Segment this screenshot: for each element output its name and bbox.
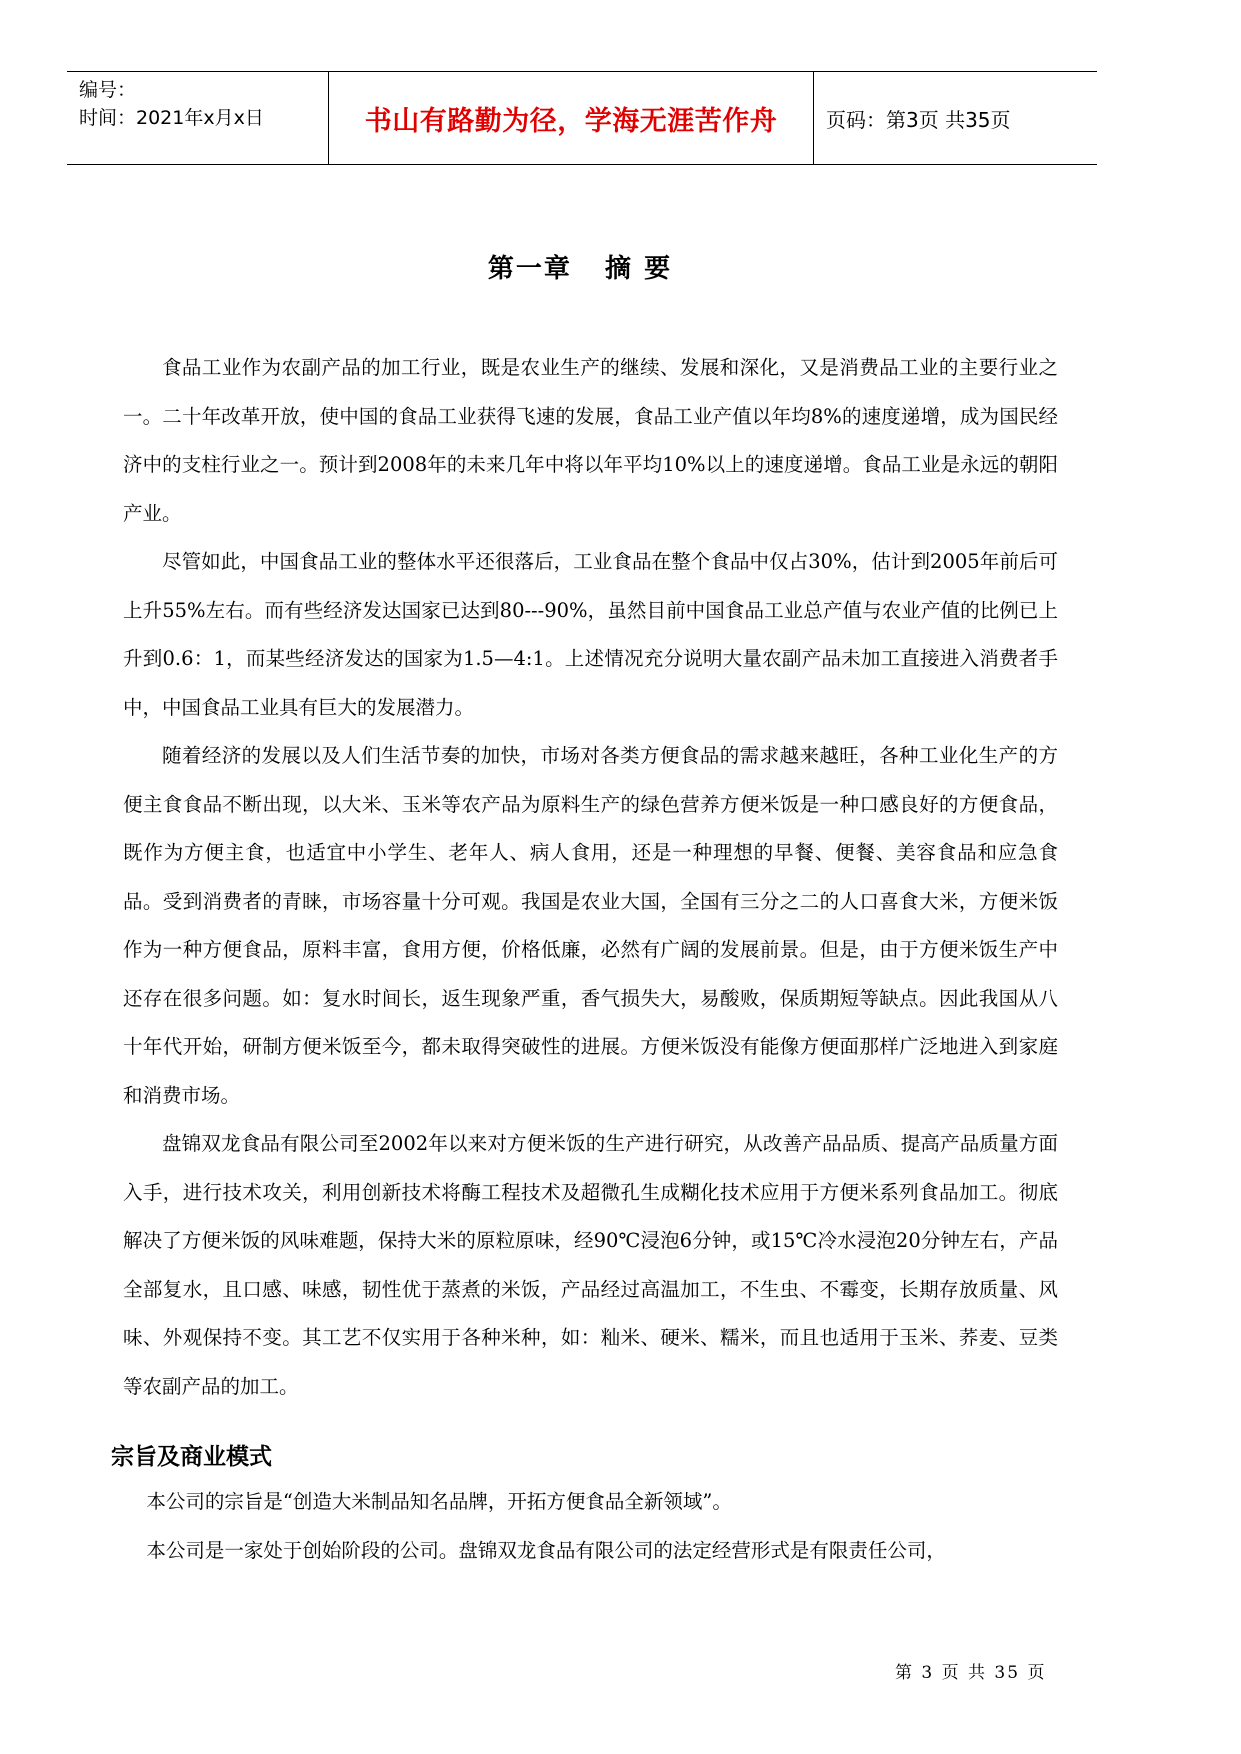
header-motto: 书山有路勤为径，学海无涯苦作舟 <box>364 105 778 137</box>
header-page-info: 页码：第3页 共35页 <box>826 107 1011 132</box>
code-label: 编号： <box>79 79 137 101</box>
page-footer: 第 3 页 共 35 页 <box>895 1663 1047 1683</box>
section-body <box>123 1478 1073 1575</box>
paragraph-4: 盘锦双龙食品有限公司至2002年以来对方便米饭的生产进行研究，从改善产品品质、提高产品质量方面入手，进行技术攻关，利用创新技术将酶工程技术及超微孔生成糊化技术应用于方便米系列食品加工。彻底解决了方便米饭的风味难题，保持大米的原粒原味，经90℃浸泡6分钟，或15℃冷水浸泡20分钟左右，产品全部复水，且口感、味感，韧性优于蒸煮的米饭，产品经过高温加工，不生虫、不霉变，长期存放质量、风味、外观保持不变。其工艺不仅实用于各种米种，如：籼米、硬米、糯米，而且也适用于玉米、荞麦、豆类等农副产品的加工。 <box>123 1132 1058 1398</box>
chapter-title: 第一章 摘 要 <box>487 254 673 284</box>
document-header <box>67 71 1097 165</box>
paragraph-3: 随着经济的发展以及人们生活节奏的加快，市场对各类方便食品的需求越来越旺，各种工业化生产的方便主食食品不断出现，以大米、玉米等农产品为原料生产的绿色营养方便米饭是一种口感良好的方便食品，既作为方便主食，也适宜中小学生、老年人、病人食用，还是一种理想的早餐、便餐、美容食品和应急食品。受到消费者的青睐，市场容量十分可观。我国是农业大国，全国有三分之二的人口喜食大米，方便米饭作为一种方便食品，原料丰富，食用方便，价格低廉，必然有广阔的发展前景。但是，由于方便米饭生产中还存在很多问题。如：复水时间长，返生现象严重，香气损失大，易酸败，保质期短等缺点。因此我国从八十年代开始，研制方便米饭至今，都未取得突破性的进展。方便米饭没有能像方便面那样广泛地进入到家庭和消费市场。 <box>123 744 1058 1107</box>
header-meta <box>67 72 329 164</box>
paragraph-1: 食品工业作为农副产品的加工行业，既是农业生产的继续、发展和深化，又是消费品工业的主要行业之一。二十年改革开放，使中国的食品工业获得飞速的发展，食品工业产值以年均8%的速度递增，成为国民经济中的支柱行业之一。预计到2008年的未来几年中将以年平均10%以上的速度递增。食品工业是永远的朝阳产业。 <box>123 356 1058 525</box>
section-line-1: 本公司的宗旨是“创造大米制品知名品牌，开拓方便食品全新领域”。 <box>146 1490 732 1513</box>
paragraph-2: 尽管如此，中国食品工业的整体水平还很落后，工业食品在整个食品中仅占30%，估计到2005年前后可上升55%左右。而有些经济发达国家已达到80---90%，虽然目前中国食品工业总产值与农业产值的比例已上升到0.6：1，而某些经济发达的国家为1.5—4:1。上述情况充分说明大量农副产品未加工直接进入消费者手中，中国食品工业具有巨大的发展潜力。 <box>123 550 1058 719</box>
header-motto-cell <box>329 72 814 164</box>
section-heading: 宗旨及商业模式 <box>111 1444 272 1470</box>
time-label: 时间：2021年x月x日 <box>79 107 264 129</box>
abstract-body <box>123 344 1058 1411</box>
section-line-2: 本公司是一家处于创始阶段的公司。盘锦双龙食品有限公司的法定经营形式是有限责任公司， <box>146 1538 946 1562</box>
